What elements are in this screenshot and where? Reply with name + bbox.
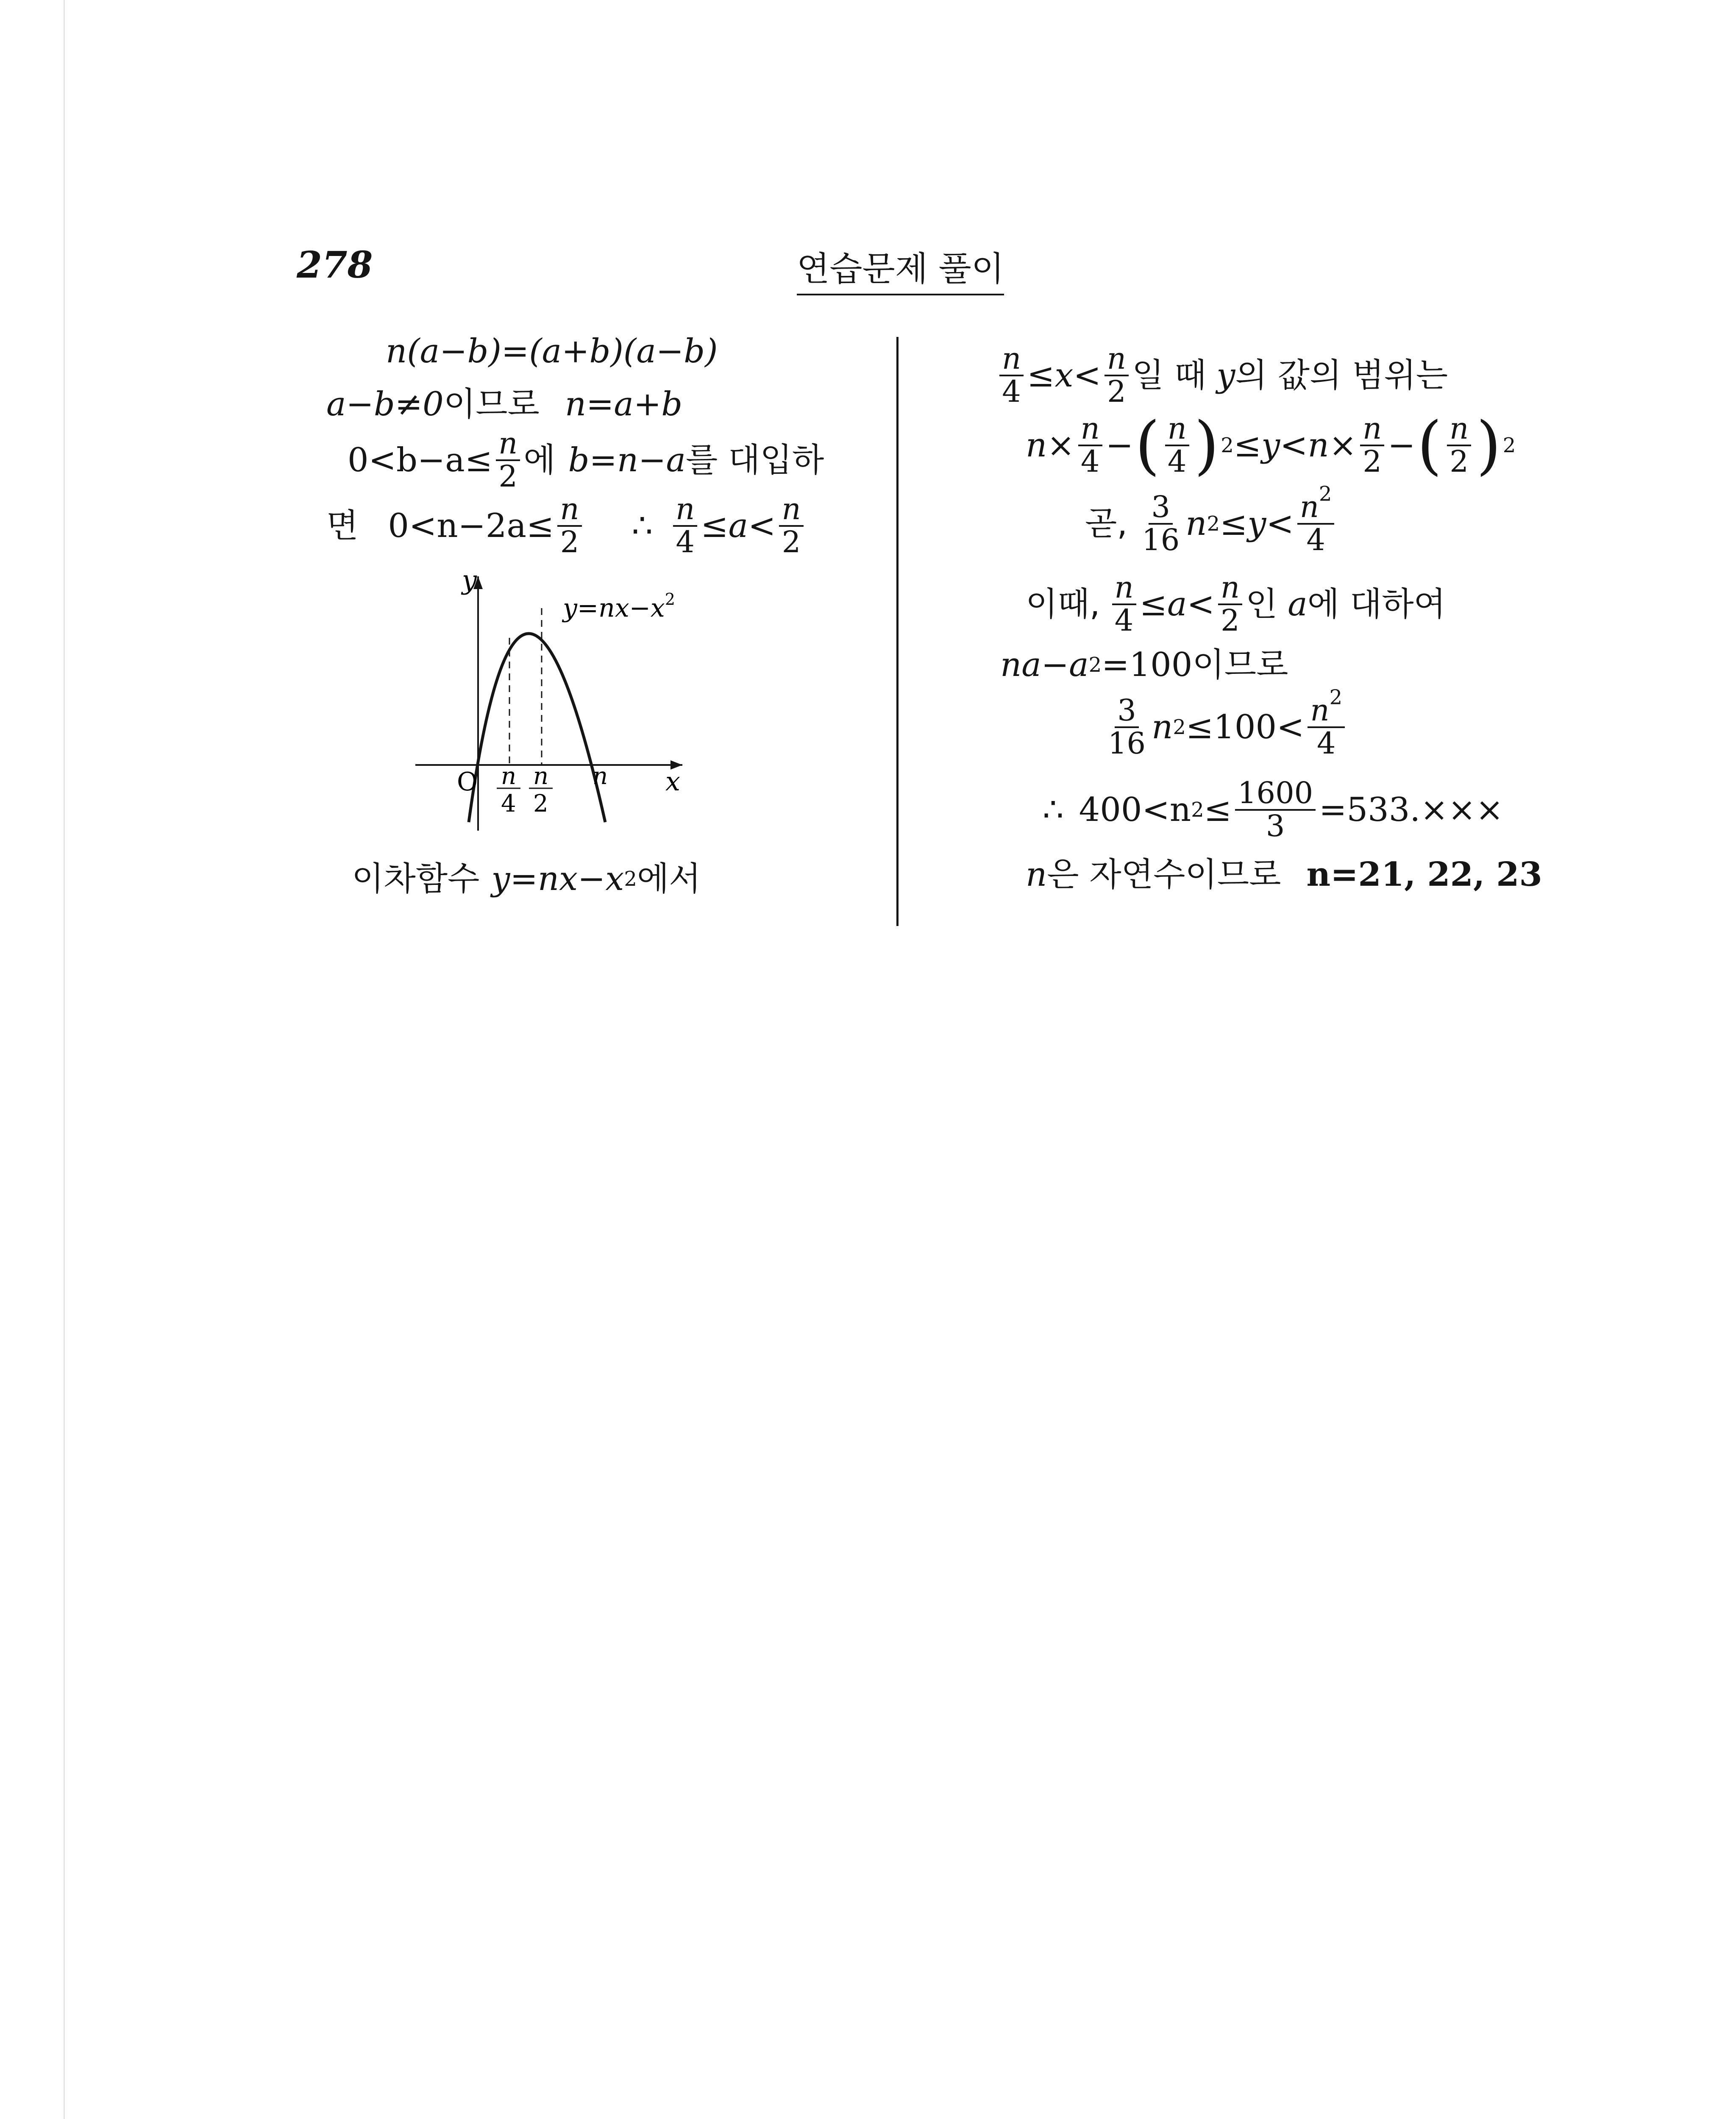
equals-100: =100 bbox=[1102, 646, 1193, 684]
n-var: n bbox=[1152, 708, 1173, 746]
inequality-400: 400<n bbox=[1079, 790, 1191, 829]
approx-value: =533.××× bbox=[1319, 790, 1504, 829]
text-e: 에 bbox=[523, 441, 556, 479]
column-divider bbox=[896, 337, 899, 926]
fraction-n-squared-over-4: $n^2$ 4 bbox=[1308, 695, 1345, 759]
y-axis-label: y bbox=[462, 568, 477, 595]
curve-label: $y=nx-x^2$ bbox=[563, 590, 675, 623]
a-inequality: ≤a< bbox=[1139, 585, 1215, 623]
text-value-range: 의 값의 범위는 bbox=[1235, 356, 1448, 395]
leq-sign: ≤ bbox=[1204, 790, 1232, 829]
left-paren: ( bbox=[1417, 408, 1442, 482]
n-equals-a-plus-b: n=a+b bbox=[565, 385, 683, 423]
tick-n: n bbox=[593, 762, 608, 790]
inequality-100: ≤100< bbox=[1185, 708, 1305, 746]
b-substitution: b=n−a bbox=[568, 441, 686, 479]
y-inequality: ≤y<n× bbox=[1233, 426, 1357, 464]
n-var: n bbox=[1185, 504, 1207, 543]
right-line-5: na−a 2 =100 이므로 bbox=[1000, 646, 1288, 684]
caption-quadratic-function: 이차함수 bbox=[352, 860, 480, 898]
text-imeuro: 이므로 bbox=[443, 385, 540, 423]
factorization-equation: n(a−b)=(a+b)(a−b) bbox=[386, 332, 718, 370]
text-when: 일 때 bbox=[1132, 356, 1207, 395]
page-title: 연습문제 풀이 bbox=[797, 242, 1004, 295]
right-line-8 bbox=[1026, 855, 1542, 894]
tick-n-over-4-denominator: 4 bbox=[501, 790, 516, 818]
fraction-n-over-2: n 2 bbox=[1447, 413, 1471, 477]
origin-label: O bbox=[457, 767, 478, 797]
left-paren: ( bbox=[1135, 408, 1160, 482]
fraction-n-over-4: n 4 bbox=[1165, 413, 1189, 477]
na-minus-a: na−a bbox=[1000, 646, 1089, 684]
text-imeuro: 이므로 bbox=[1192, 646, 1288, 684]
right-paren: ) bbox=[1476, 408, 1501, 482]
fraction-n-over-2: n 2 bbox=[1104, 343, 1129, 407]
text-natural-number: 은 자연수이므로 bbox=[1047, 856, 1281, 894]
x-axis-label: x bbox=[665, 766, 680, 797]
text-itte: 이때, bbox=[1026, 585, 1100, 623]
fraction-n-over-4: $\frac{n}{4}$ bbox=[999, 343, 1024, 407]
scan-edge bbox=[64, 0, 65, 2119]
page-number: 278 bbox=[297, 244, 373, 286]
caption-function: y=nx−x bbox=[491, 860, 624, 898]
therefore-symbol: ∴ bbox=[632, 506, 653, 545]
right-line-7: ∴ 400<n 2 ≤ $\frac{1600}{3}$ =533.××× bbox=[1043, 776, 1504, 843]
fraction-3-over-16: 3 16 bbox=[1142, 489, 1180, 557]
right-line-3: 곧, 3 16 n 2 ≤y< $n^2$ 4 bbox=[1085, 492, 1338, 556]
inequality-b-minus-a: 0<b−a≤ bbox=[348, 441, 493, 479]
right-line-2: n× $\frac{n}{4}$ − ( n 4 ) 2 ≤y<n× $\frac{n}{2}$ − ( n 2 ) 2 bbox=[1026, 408, 1516, 482]
right-line-4 bbox=[1026, 572, 1446, 636]
equation-line-4 bbox=[326, 494, 807, 558]
text-gon: 곧, bbox=[1085, 504, 1128, 543]
right-line-6: 3 16 n 2 ≤100< $n^2$ 4 bbox=[1102, 695, 1348, 759]
minus-sign: − bbox=[1105, 426, 1134, 464]
y-inequality: ≤y< bbox=[1220, 504, 1294, 543]
inequality-n-minus-2a: 0<n−2a≤ bbox=[388, 506, 554, 545]
n-var: n bbox=[1026, 856, 1047, 894]
caption-eseo: 에서 bbox=[637, 860, 701, 898]
fraction-n-over-2: $\frac{n}{2}$ bbox=[496, 428, 520, 492]
text-myeon: 면 bbox=[326, 506, 359, 545]
text-in: 인 bbox=[1245, 585, 1278, 623]
equation-line-3 bbox=[348, 428, 824, 492]
n-times: n× bbox=[1026, 426, 1075, 464]
inequality-a: ≤a< bbox=[701, 506, 776, 545]
therefore-symbol: ∴ bbox=[1043, 790, 1064, 829]
fraction-n-over-2: n 2 bbox=[779, 494, 803, 558]
equation-line-2 bbox=[326, 385, 683, 423]
tick-n-over-4-numerator: n bbox=[501, 762, 517, 790]
a-var: a bbox=[1288, 585, 1308, 623]
final-answer: n=21, 22, 23 bbox=[1306, 855, 1542, 894]
right-line-1 bbox=[996, 343, 1448, 407]
fraction-n-over-2: $\frac{n}{2}$ bbox=[1360, 413, 1384, 477]
fraction-3-over-16: 3 16 bbox=[1108, 693, 1146, 761]
fraction-n-squared-over-4: $n^2$ 4 bbox=[1297, 492, 1335, 556]
caption-line: 이차함수 y=nx−x 2 에서 bbox=[352, 860, 701, 898]
fraction-n-over-4: $\frac{n}{4}$ bbox=[1112, 572, 1136, 636]
tick-n-over-2-numerator: n bbox=[533, 762, 549, 790]
text-substitute: 를 대입하 bbox=[685, 441, 824, 479]
right-paren: ) bbox=[1194, 408, 1219, 482]
y-var: y bbox=[1216, 356, 1235, 395]
fraction-n-over-2: n 2 bbox=[1218, 572, 1242, 636]
equation-line-1 bbox=[386, 332, 718, 370]
parabola-graph bbox=[407, 568, 721, 839]
fraction-n-over-4: $\frac{n}{4}$ bbox=[1078, 413, 1102, 477]
nonzero-condition: a−b≠0 bbox=[326, 385, 444, 423]
fraction-n-over-2: $\frac{n}{2}$ bbox=[557, 494, 581, 558]
fraction-1600-over-3: $\frac{1600}{3}$ bbox=[1235, 778, 1316, 842]
fraction-n-over-4: $\frac{n}{4}$ bbox=[673, 494, 697, 558]
tick-n-over-2-denominator: 2 bbox=[533, 790, 548, 818]
x-range: ≤x< bbox=[1027, 356, 1101, 395]
minus-sign: − bbox=[1388, 426, 1416, 464]
text-about: 에 대하여 bbox=[1307, 585, 1446, 623]
